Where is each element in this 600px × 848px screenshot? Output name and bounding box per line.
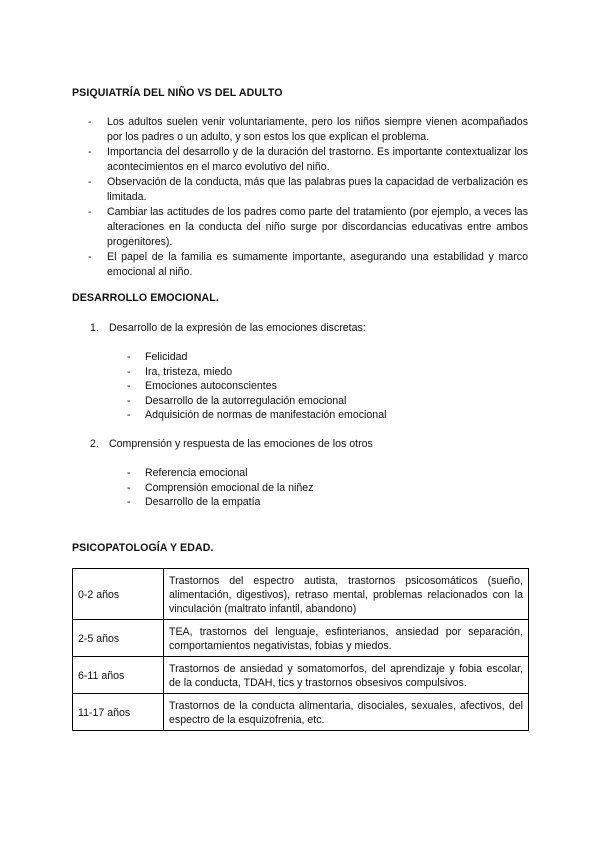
list-item-text: Observación de la conducta, más que las palabras pues la capacidad de verbalización es limitada. [107, 176, 528, 203]
list-item-text: Referencia emocional [145, 467, 248, 479]
table-row [73, 657, 529, 694]
numbered-item-label: Comprensión y respuesta de las emociones de los otros [109, 438, 373, 450]
list-item-text: Cambiar las actitudes de los padres como parte del tratamiento (por ejemplo, a veces las alteraciones en la conducta del niño surge por discordancias educativas entre ambos progenitores). [107, 206, 528, 248]
list-item [127, 495, 313, 510]
list-item [127, 481, 313, 496]
comprension-emociones-list [127, 466, 313, 510]
list-item-text: Ira, tristeza, miedo [145, 365, 233, 378]
list-item [88, 145, 528, 175]
list-item [127, 466, 313, 481]
list-item [127, 365, 386, 380]
item-number: 2. [90, 438, 99, 450]
list-item-text: El papel de la familia es sumamente importante, asegurando una estabilidad y marco emocional al niño. [107, 251, 528, 278]
list-item-text: Comprensión emocional de la niñez [145, 481, 314, 494]
list-item [127, 408, 386, 423]
section-title-desarrollo-emocional: DESARROLLO EMOCIONAL. [72, 292, 219, 304]
description-cell: TEA, trastornos del lenguaje, esfinterianos, ansiedad por separación, comportamientos negativistas, fobias y miedos. [164, 620, 529, 657]
list-item-text: Felicidad [145, 351, 188, 363]
psicopatologia-table [72, 568, 529, 731]
list-item-text: Emociones autoconscientes [145, 380, 277, 393]
list-item [88, 175, 528, 205]
list-item [127, 394, 386, 409]
section-title-psiquiatria: PSIQUIATRÍA DEL NIÑO VS DEL ADULTO [72, 87, 283, 99]
age-cell: 6-11 años [73, 657, 164, 694]
section-title-psicopatologia: PSICOPATOLOGÍA Y EDAD. [72, 542, 214, 554]
numbered-item-label: Desarrollo de la expresión de las emociones discretas: [109, 322, 366, 334]
dash-marker: - [127, 409, 131, 422]
table-row [73, 694, 529, 731]
list-item [88, 115, 528, 145]
table-row [73, 569, 529, 620]
dash-marker: - [127, 380, 131, 393]
numbered-item-expresion [90, 321, 366, 336]
description-cell: Trastornos del espectro autista, trastornos psicosomáticos (sueño, alimentación, digestivos), retraso mental, problemas relacionados con la vinculación (maltrato infantil, abandono) [164, 569, 529, 620]
table-row [73, 620, 529, 657]
list-item-text: Desarrollo de la empatía [145, 496, 261, 509]
dash-marker: - [127, 496, 131, 509]
age-cell: 2-5 años [73, 620, 164, 657]
numbered-item-comprension [90, 437, 373, 452]
list-item [127, 350, 386, 365]
list-item [127, 379, 386, 394]
dash-marker: - [88, 146, 92, 158]
list-item-text: Los adultos suelen venir voluntariamente, pero los niños siempre vienen acompañados por los padres o un adulto, y son estos los que explican el problema. [107, 116, 528, 143]
list-item-text: Desarrollo de la autorregulación emocional [145, 394, 347, 407]
dash-marker: - [88, 176, 92, 188]
dash-marker: - [88, 116, 92, 128]
age-cell: 11-17 años [73, 694, 164, 731]
list-item [88, 205, 528, 250]
dash-marker: - [88, 206, 92, 218]
dash-marker: - [127, 365, 131, 378]
age-cell: 0-2 años [73, 569, 164, 620]
list-item [88, 250, 528, 280]
dash-marker: - [127, 394, 131, 407]
psiquiatria-list [88, 115, 528, 280]
description-cell: Trastornos de la conducta alimentaria, disociales, sexuales, afectivos, del espectro de la esquizofrenia, etc. [164, 694, 529, 731]
item-number: 1. [90, 322, 99, 334]
dash-marker: - [127, 351, 131, 363]
expresion-emociones-list [127, 350, 386, 423]
dash-marker: - [88, 251, 92, 263]
dash-marker: - [127, 481, 131, 494]
list-item-text: Adquisición de normas de manifestación emocional [145, 409, 387, 422]
list-item-text: Importancia del desarrollo y de la duración del trastorno. Es importante contextualizar los acontecimientos en el marco evolutivo del niño. [107, 146, 528, 173]
dash-marker: - [127, 467, 131, 479]
description-cell: Trastornos de ansiedad y somatomorfos, del aprendizaje y fobia escolar, de la conducta, TDAH, tics y trastornos obsesivos compulsivos. [164, 657, 529, 694]
